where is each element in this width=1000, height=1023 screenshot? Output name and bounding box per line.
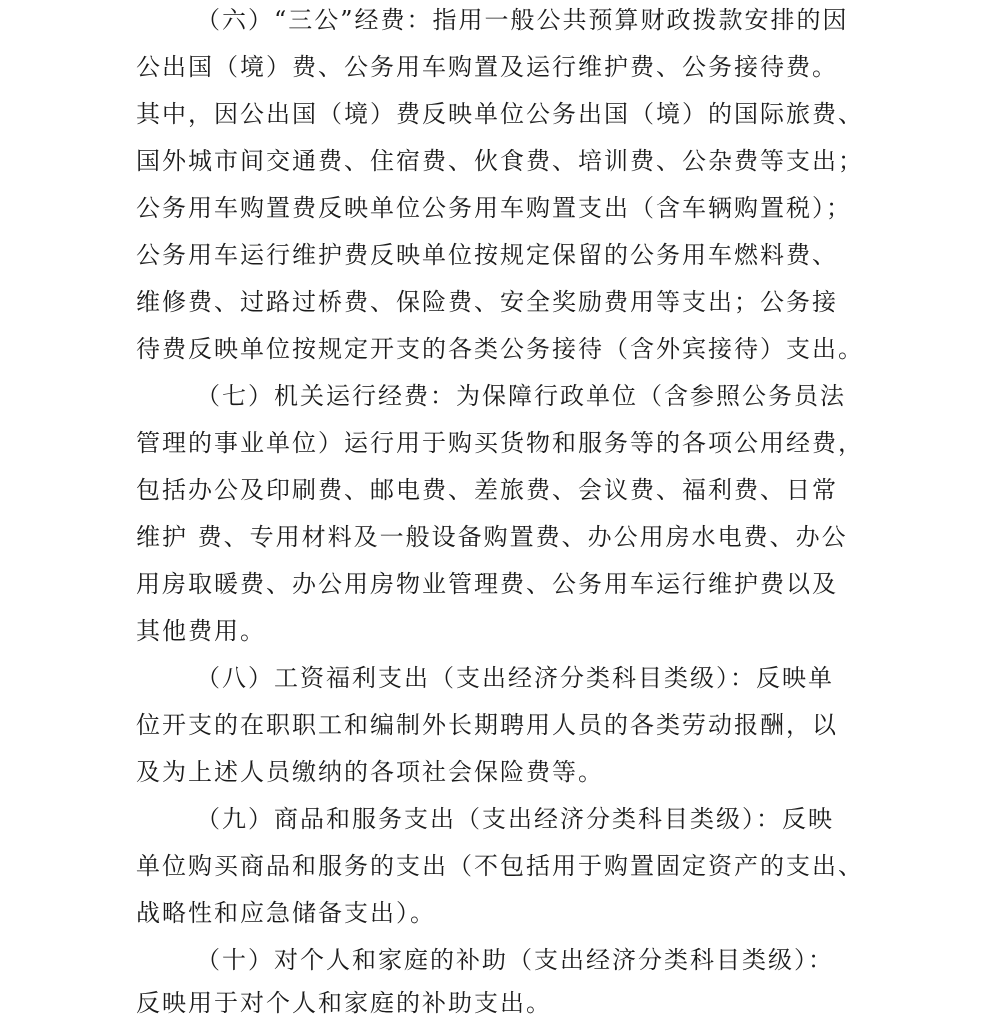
paragraph-7-line-3: 包括办公及印刷费、邮电费、差旅费、会议费、福利费、日常	[136, 476, 838, 504]
paragraph-10-line-2: 反映用于对个人和家庭的补助支出。	[136, 989, 552, 1017]
paragraph-10-line-1: （十）对个人和家庭的补助（支出经济分类科目类级）：	[196, 946, 834, 974]
paragraph-7-line-1: （七）机关运行经费：为保障行政单位（含参照公务员法	[196, 382, 846, 410]
paragraph-8-line-3: 及为上述人员缴纳的各项社会保险费等。	[136, 758, 604, 786]
paragraph-8-line-1: （八）工资福利支出（支出经济分类科目类级）：反映单	[196, 664, 834, 692]
paragraph-9-line-1: （九）商品和服务支出（支出经济分类科目类级）：反映	[196, 805, 834, 833]
paragraph-9-line-2: 单位购买商品和服务的支出（不包括用于购置固定资产的支出、	[136, 852, 864, 880]
paragraph-6-line-3: 其中，因公出国（境）费反映单位公务出国（境）的国际旅费、	[136, 100, 864, 128]
paragraph-6-line-5: 公务用车购置费反映单位公务用车购置支出（含车辆购置税）；	[136, 194, 852, 222]
paragraph-6-line-4: 国外城市间交通费、住宿费、伙食费、培训费、公杂费等支出；	[136, 147, 864, 175]
paragraph-7-line-4: 维护 费、专用材料及一般设备购置费、办公用房水电费、办公	[136, 523, 848, 551]
paragraph-9-line-3: 战略性和应急储备支出）。	[136, 899, 436, 927]
paragraph-6-line-2: 公出国（境）费、公务用车购置及运行维护费、公务接待费。	[136, 53, 838, 81]
paragraph-6-line-6: 公务用车运行维护费反映单位按规定保留的公务用车燃料费、	[136, 241, 838, 269]
paragraph-8-line-2: 位开支的在职职工和编制外长期聘用人员的各类劳动报酬，以	[136, 711, 838, 739]
paragraph-6-line-8: 待费反映单位按规定开支的各类公务接待（含外宾接待）支出。	[136, 335, 864, 363]
paragraph-6-line-1: （六）“三公”经费：指用一般公共预算财政拨款安排的因	[196, 6, 849, 34]
paragraph-7-line-5: 用房取暖费、办公用房物业管理费、公务用车运行维护费以及	[136, 570, 838, 598]
paragraph-7-line-2: 管理的事业单位）运行用于购买货物和服务等的各项公用经费，	[136, 429, 864, 457]
paragraph-7-line-6: 其他费用。	[136, 617, 266, 645]
paragraph-6-line-7: 维修费、过路过桥费、保险费、安全奖励费用等支出；公务接	[136, 288, 838, 316]
